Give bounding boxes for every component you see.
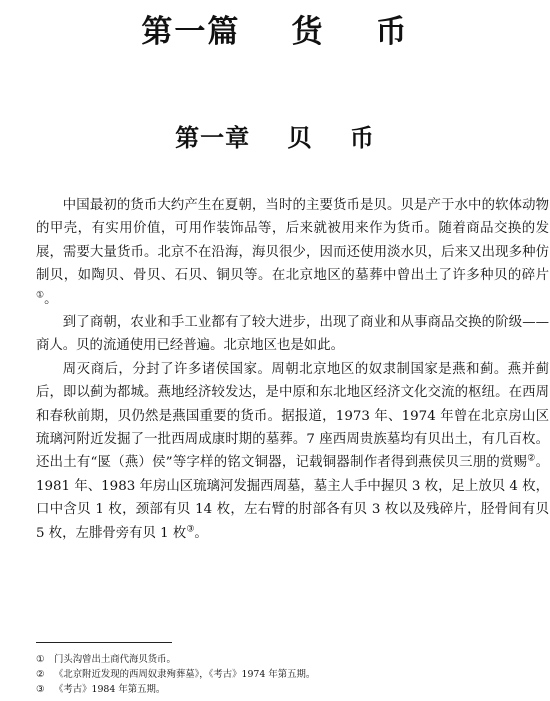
footnote-mark: ③ xyxy=(36,684,45,695)
footnote-text: 《考古》1984 年第五期。 xyxy=(54,684,166,695)
footnote-text: 门头沟曾出土商代海贝货币。 xyxy=(54,654,176,665)
footnote xyxy=(36,652,549,667)
body-text xyxy=(36,194,549,545)
footnote-text: 《北京附近发现的西周奴隶殉葬墓》，《考古》1974 年第五期。 xyxy=(54,669,316,680)
footnote-ref[interactable]: ② xyxy=(527,454,536,464)
footnote-mark: ① xyxy=(36,654,45,665)
footnote xyxy=(36,667,549,682)
chapter-title: 第一章 贝 币 xyxy=(175,124,375,152)
footnotes xyxy=(36,652,549,697)
footnote-divider xyxy=(36,642,172,643)
paragraph: 周灭商后，分封了许多诸侯国家。周朝北京地区的奴隶制国家是燕和蓟。燕并蓟后，即以蓟为都城。燕地经济较发达，是中原和东北地区经济文化交流的枢纽。在西周和春秋前期，贝仍然是燕国重要的货币。据报道，1973 年、1974 年曾在北京房山区琉璃河附近发掘了一批西周成康时期的墓葬。7 座西周贵族墓均有贝出土，有几百枚。还出土有“匽（燕）侯”等字样的铭文铜器，记载铜器制作者得到燕侯贝三朋的赏赐②。1981 年、1983 年房山区琉璃河发掘西周墓，墓主人手中握贝 3 枚，足上放贝 4 枚，口中含贝 1 枚，颈部有贝 14 枚，左右臂的肘部各有贝 3 枚以及残碎片，胫骨间有贝 5 枚，左腓骨旁有贝 1 枚③。 xyxy=(36,361,549,541)
footnote xyxy=(36,682,549,697)
part-title: 第一篇 货 币 xyxy=(141,14,409,50)
footnote-ref[interactable]: ③ xyxy=(186,524,195,535)
paragraph: 到了商朝，农业和手工业都有了较大进步，出现了商业和从事商品交换的阶级——商人。贝的流通使用已经普遍。北京地区也是如此。 xyxy=(36,315,549,354)
paragraph: 中国最初的货币大约产生在夏朝，当时的主要货币是贝。贝是产于水中的软体动物的甲壳，有实用价值，可用作装饰品等，后来就被用来作为货币。随着商品交换的发展，需要大量货币。北京不在沿海，海贝很少，因而还使用淡水贝，后来又出现多种仿制贝，如陶贝、骨贝、石贝、铜贝等。在北京地区的墓葬中曾出土了许多种贝的碎片①。 xyxy=(36,198,549,307)
footnote-ref[interactable]: ① xyxy=(36,290,45,301)
footnote-mark: ② xyxy=(36,669,45,680)
